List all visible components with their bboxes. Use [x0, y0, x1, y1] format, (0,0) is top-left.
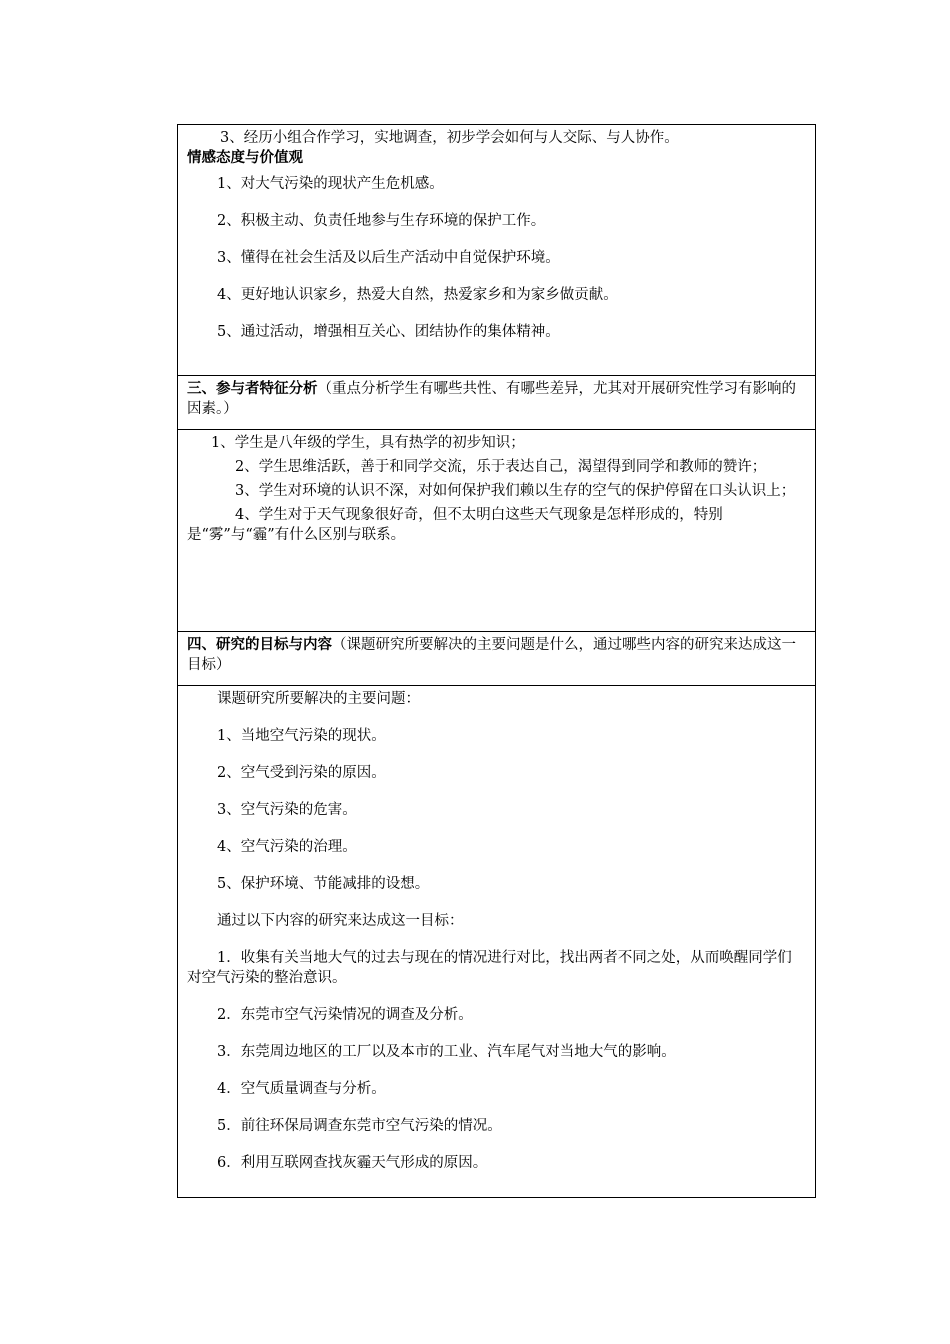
participant-item: 2、学生思维活跃，善于和同学交流，乐于表达自己，渴望得到同学和教师的赞许；	[235, 459, 767, 475]
attitude-item: 4、更好地认识家乡，热爱大自然，热爱家乡和为家乡做贡献。	[217, 287, 618, 303]
content-item: 1．收集有关当地大气的过去与现在的情况进行对比，找出两者不同之处，从而唤醒同学们对空气污染的整治意识。	[187, 950, 792, 986]
table-row	[178, 430, 816, 632]
section-four-note: （课题研究所要解决的主要问题是什么，通过哪些内容的研究来达成这一目标）	[187, 637, 796, 673]
problem-item: 5、保护环境、节能减排的设想。	[217, 876, 430, 892]
participant-item: 4、学生对于天气现象很好奇，但不太明白这些天气现象是怎样形成的，特别是“雾”与“霾”有什么区别与联系。	[187, 507, 723, 543]
content-item: 2．东莞市空气污染情况的调查及分析。	[217, 1007, 473, 1023]
skill-item-3: 3、经历小组合作学习，实地调查，初步学会如何与人交际、与人协作。	[220, 130, 679, 146]
content-item: 4．空气质量调查与分析。	[217, 1081, 386, 1097]
section-three-body	[178, 430, 816, 632]
section-three-title: 三、参与者特征分析	[187, 381, 318, 397]
table-row	[178, 686, 816, 1198]
participant-item: 1、学生是八年级的学生，具有热学的初步知识；	[211, 435, 525, 451]
attitude-heading: 情感态度与价值观	[187, 150, 303, 166]
problem-item: 2、空气受到污染的原因。	[217, 765, 386, 781]
section-four-title: 四、研究的目标与内容	[187, 637, 332, 653]
attitude-item: 5、通过活动，增强相互关心、团结协作的集体精神。	[217, 324, 560, 340]
content-item: 3．东莞周边地区的工厂以及本市的工业、汽车尾气对当地大气的影响。	[217, 1044, 676, 1060]
problem-item: 4、空气污染的治理。	[217, 839, 357, 855]
problem-item: 1、当地空气污染的现状。	[217, 728, 386, 744]
section-four-body	[178, 686, 816, 1198]
contents-intro: 通过以下内容的研究来达成这一目标：	[217, 913, 464, 929]
section-three-header	[178, 376, 816, 430]
problem-item: 3、空气污染的危害。	[217, 802, 357, 818]
attitude-item: 3、懂得在社会生活及以后生产活动中自觉保护环境。	[217, 250, 560, 266]
section-three-note: （重点分析学生有哪些共性、有哪些差异，尤其对开展研究性学习有影响的因素。）	[187, 381, 796, 417]
plan-table	[177, 124, 816, 1198]
attitude-item: 2、积极主动、负责任地参与生存环境的保护工作。	[217, 213, 546, 229]
table-row	[178, 632, 816, 686]
content-item: 5．前往环保局调查东莞市空气污染的情况。	[217, 1118, 502, 1134]
attitude-item: 1、对大气污染的现状产生危机感。	[217, 176, 444, 192]
goals-cell	[178, 125, 816, 376]
table-row	[178, 125, 816, 376]
content-item: 6．利用互联网查找灰霾天气形成的原因。	[217, 1155, 488, 1171]
table-row	[178, 376, 816, 430]
section-four-header	[178, 632, 816, 686]
participant-item: 3、学生对环境的认识不深，对如何保护我们赖以生存的空气的保护停留在口头认识上；	[235, 483, 796, 499]
problems-intro: 课题研究所要解决的主要问题：	[217, 691, 420, 707]
